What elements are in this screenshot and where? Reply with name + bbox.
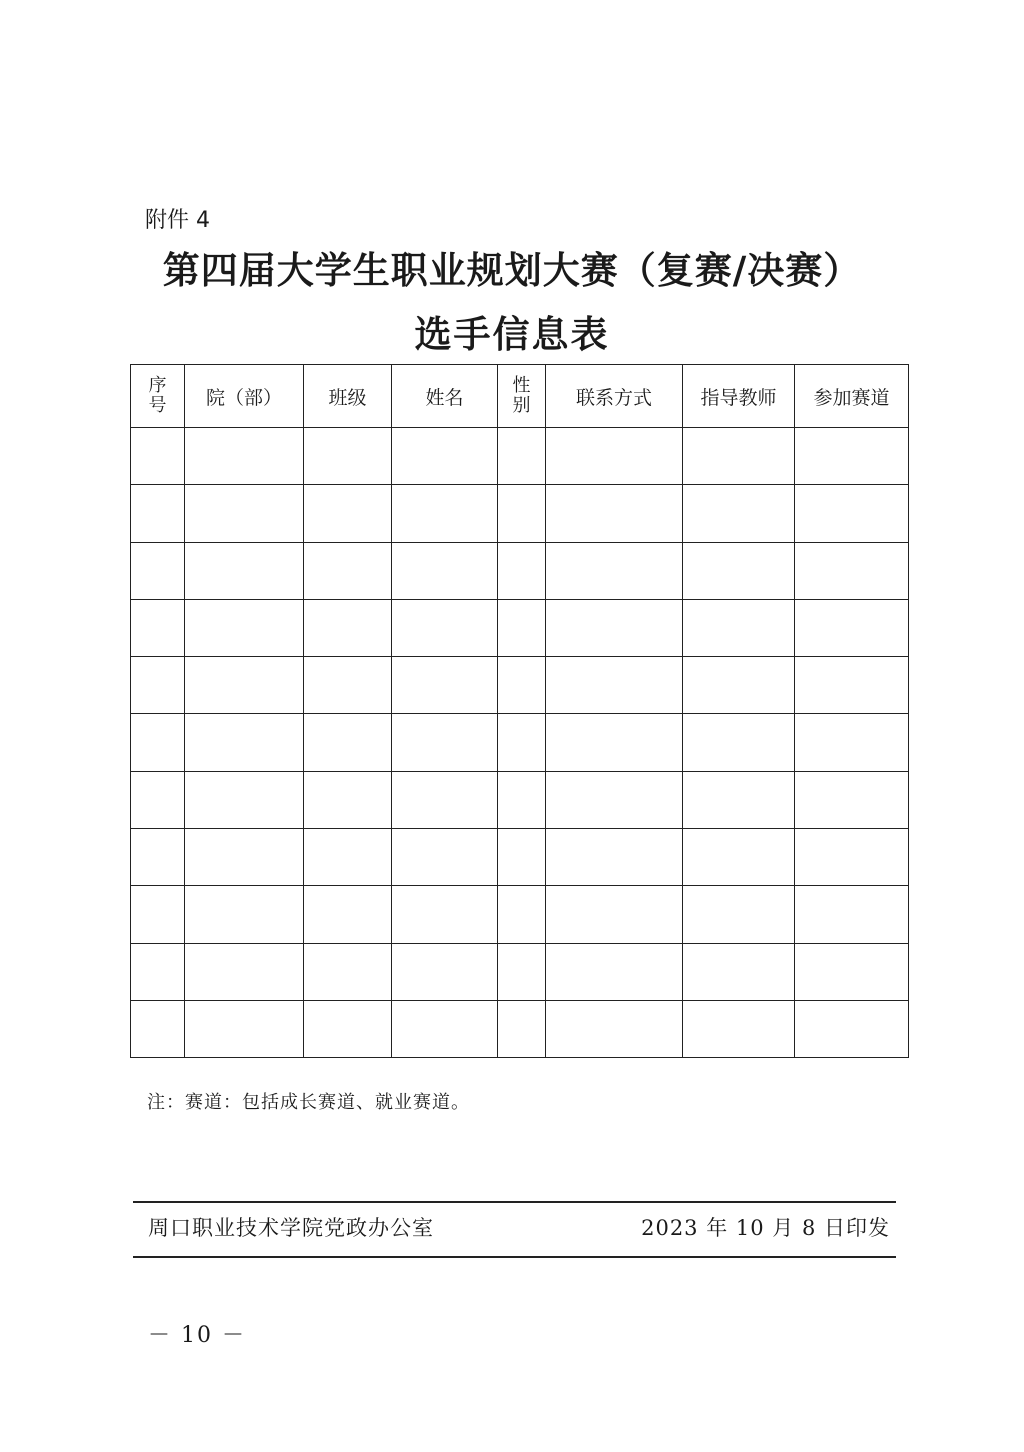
table-cell — [795, 485, 909, 542]
table-cell — [304, 771, 392, 828]
table-cell — [498, 1000, 546, 1057]
table-cell — [795, 542, 909, 599]
table-cell — [131, 542, 185, 599]
table-cell — [795, 428, 909, 485]
table-cell — [392, 771, 498, 828]
header-cell-name: 姓名 — [392, 365, 498, 428]
table-cell — [683, 657, 795, 714]
table-cell — [304, 886, 392, 943]
table-cell — [683, 943, 795, 1000]
page-subtitle: 选手信息表 — [414, 313, 610, 356]
table-cell — [683, 886, 795, 943]
table-cell — [185, 657, 304, 714]
table-cell — [795, 657, 909, 714]
page-number: － 10 － — [148, 1323, 246, 1348]
footer-top-rule — [133, 1201, 896, 1203]
table-cell — [131, 771, 185, 828]
table-cell — [304, 943, 392, 1000]
page-title: 第四届大学生职业规划大赛（复赛/决赛） — [162, 249, 862, 292]
table-cell — [546, 829, 683, 886]
table-cell — [131, 714, 185, 771]
table-cell — [131, 657, 185, 714]
table-cell — [131, 1000, 185, 1057]
table-cell — [546, 714, 683, 771]
header-cell-contact: 联系方式 — [546, 365, 683, 428]
table-cell — [304, 542, 392, 599]
table-row — [131, 657, 909, 714]
issuing-office: 周口职业技术学院党政办公室 — [148, 1216, 434, 1240]
table-cell — [795, 829, 909, 886]
table-cell — [795, 771, 909, 828]
table-cell — [392, 829, 498, 886]
table-cell — [185, 829, 304, 886]
table-cell — [185, 886, 304, 943]
table-cell — [795, 714, 909, 771]
table-cell — [683, 829, 795, 886]
table-cell — [498, 943, 546, 1000]
table-cell — [304, 1000, 392, 1057]
table-cell — [185, 771, 304, 828]
table-row — [131, 1000, 909, 1057]
table-cell — [498, 771, 546, 828]
table-cell — [546, 428, 683, 485]
table-cell — [392, 485, 498, 542]
table-cell — [185, 599, 304, 656]
table-cell — [498, 886, 546, 943]
header-cell-advisor: 指导教师 — [683, 365, 795, 428]
table-row — [131, 485, 909, 542]
table-cell — [795, 943, 909, 1000]
table-cell — [131, 599, 185, 656]
header-cell-gender: 性 别 — [498, 365, 546, 428]
header-cell-track: 参加赛道 — [795, 365, 909, 428]
issue-date: 2023 年 10 月 8 日印发 — [641, 1216, 890, 1240]
table-row — [131, 886, 909, 943]
table-cell — [304, 428, 392, 485]
table-cell — [185, 1000, 304, 1057]
footer-bottom-rule — [133, 1256, 896, 1258]
table-cell — [498, 657, 546, 714]
table-cell — [131, 943, 185, 1000]
table-cell — [683, 542, 795, 599]
table-cell — [683, 771, 795, 828]
table-cell — [392, 886, 498, 943]
table-cell — [185, 542, 304, 599]
table-row — [131, 714, 909, 771]
table-row — [131, 428, 909, 485]
table-cell — [795, 886, 909, 943]
table-cell — [795, 1000, 909, 1057]
contestant-info-table — [130, 364, 909, 1058]
attachment-label: 附件 4 — [145, 208, 210, 233]
table-cell — [304, 714, 392, 771]
table-cell — [131, 428, 185, 485]
table-cell — [683, 1000, 795, 1057]
table-row — [131, 829, 909, 886]
table-cell — [304, 657, 392, 714]
table-cell — [498, 428, 546, 485]
table-cell — [683, 428, 795, 485]
table-cell — [683, 599, 795, 656]
table-cell — [392, 714, 498, 771]
table-cell — [498, 714, 546, 771]
table-cell — [185, 714, 304, 771]
table-row — [131, 771, 909, 828]
table-cell — [131, 485, 185, 542]
table-cell — [392, 657, 498, 714]
table-cell — [546, 485, 683, 542]
table-cell — [546, 542, 683, 599]
table-header-row — [131, 365, 909, 428]
table-cell — [304, 485, 392, 542]
header-cell-class: 班级 — [304, 365, 392, 428]
table-cell — [546, 657, 683, 714]
table-row — [131, 599, 909, 656]
table-cell — [392, 599, 498, 656]
table-cell — [185, 943, 304, 1000]
table-body — [131, 428, 909, 1058]
table-cell — [498, 599, 546, 656]
table-row — [131, 943, 909, 1000]
table-cell — [546, 1000, 683, 1057]
table-cell — [304, 829, 392, 886]
table-cell — [683, 714, 795, 771]
table-cell — [498, 485, 546, 542]
table-cell — [546, 771, 683, 828]
table-cell — [392, 943, 498, 1000]
table-cell — [546, 599, 683, 656]
header-cell-index: 序 号 — [131, 365, 185, 428]
table-cell — [392, 1000, 498, 1057]
table-cell — [185, 485, 304, 542]
table-cell — [498, 829, 546, 886]
table-cell — [392, 428, 498, 485]
table-row — [131, 542, 909, 599]
table-cell — [546, 943, 683, 1000]
table-cell — [795, 599, 909, 656]
table-cell — [131, 829, 185, 886]
table-cell — [185, 428, 304, 485]
header-cell-department: 院（部） — [185, 365, 304, 428]
table-cell — [392, 542, 498, 599]
table-cell — [131, 886, 185, 943]
table-cell — [498, 542, 546, 599]
table-cell — [546, 886, 683, 943]
table-cell — [683, 485, 795, 542]
table-cell — [304, 599, 392, 656]
footnote: 注：赛道：包括成长赛道、就业赛道。 — [147, 1092, 470, 1113]
